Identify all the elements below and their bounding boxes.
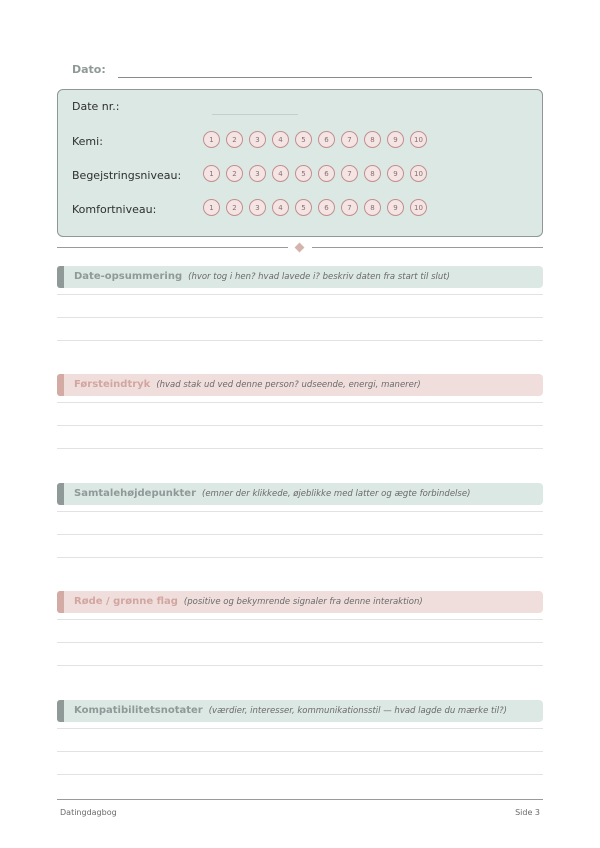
section-accent-bar xyxy=(57,374,64,396)
section-accent-bar xyxy=(57,700,64,722)
writing-line[interactable] xyxy=(57,294,543,295)
section-title: Kompatibilitetsnotater xyxy=(74,705,203,716)
rating-circle[interactable]: 7 xyxy=(341,131,358,148)
date-number-label: Date nr.: xyxy=(72,100,120,113)
section-header-date-summary xyxy=(57,266,543,288)
rating-circle[interactable]: 2 xyxy=(226,165,243,182)
rating-circle[interactable]: 2 xyxy=(226,199,243,216)
writing-line[interactable] xyxy=(57,619,543,620)
rating-circle[interactable]: 10 xyxy=(410,199,427,216)
rating-circle[interactable]: 7 xyxy=(341,199,358,216)
rating-circle[interactable]: 5 xyxy=(295,131,312,148)
rating-panel xyxy=(57,89,543,237)
rating-label-comfort: Komfortniveau: xyxy=(72,203,157,216)
rating-circle[interactable]: 6 xyxy=(318,131,335,148)
rating-circle[interactable]: 10 xyxy=(410,131,427,148)
writing-line[interactable] xyxy=(57,317,543,318)
section-accent-bar xyxy=(57,266,64,288)
footer-divider xyxy=(57,799,543,800)
rating-label-excitement: Begejstringsniveau: xyxy=(72,169,182,182)
writing-line[interactable] xyxy=(57,340,543,341)
date-label: Dato: xyxy=(72,63,106,76)
writing-line[interactable] xyxy=(57,425,543,426)
date-input-line[interactable] xyxy=(118,77,532,78)
rating-circle[interactable]: 8 xyxy=(364,131,381,148)
rating-circle[interactable]: 4 xyxy=(272,131,289,148)
rating-scale-excitement xyxy=(203,165,433,182)
rating-scale-comfort xyxy=(203,199,433,216)
section-hint: (emner der klikkede, øjeblikke med latter og ægte forbindelse) xyxy=(202,489,471,499)
writing-line[interactable] xyxy=(57,557,543,558)
section-header-compatibility xyxy=(57,700,543,722)
rating-circle[interactable]: 6 xyxy=(318,199,335,216)
writing-line[interactable] xyxy=(57,642,543,643)
rating-circle[interactable]: 9 xyxy=(387,199,404,216)
section-hint: (hvad stak ud ved denne person? udseende, energi, manerer) xyxy=(156,380,421,390)
rating-circle[interactable]: 4 xyxy=(272,199,289,216)
rating-circle[interactable]: 9 xyxy=(387,165,404,182)
section-header-flags xyxy=(57,591,543,613)
rating-circle[interactable]: 3 xyxy=(249,199,266,216)
rating-circle[interactable]: 6 xyxy=(318,165,335,182)
rating-circle[interactable]: 1 xyxy=(203,199,220,216)
rating-circle[interactable]: 9 xyxy=(387,131,404,148)
writing-line[interactable] xyxy=(57,774,543,775)
writing-line[interactable] xyxy=(57,728,543,729)
rating-circle[interactable]: 4 xyxy=(272,165,289,182)
section-title: Date-opsummering xyxy=(74,271,183,282)
section-accent-bar xyxy=(57,591,64,613)
writing-line[interactable] xyxy=(57,402,543,403)
divider-right xyxy=(312,247,543,248)
rating-circle[interactable]: 3 xyxy=(249,131,266,148)
rating-circle[interactable]: 8 xyxy=(364,165,381,182)
rating-circle[interactable]: 5 xyxy=(295,165,312,182)
footer-title: Datingdagbog xyxy=(60,808,117,817)
rating-circle[interactable]: 1 xyxy=(203,165,220,182)
divider-left xyxy=(57,247,288,248)
rating-label-chemistry: Kemi: xyxy=(72,135,103,148)
rating-circle[interactable]: 7 xyxy=(341,165,358,182)
section-accent-bar xyxy=(57,483,64,505)
diamond-icon xyxy=(295,243,305,253)
writing-line[interactable] xyxy=(57,665,543,666)
section-hint: (værdier, interesser, kommunikationsstil — hvad lagde du mærke til?) xyxy=(208,706,507,716)
rating-circle[interactable]: 5 xyxy=(295,199,312,216)
date-row xyxy=(72,63,532,81)
section-title: Førsteindtryk xyxy=(74,379,151,390)
rating-circle[interactable]: 1 xyxy=(203,131,220,148)
rating-circle[interactable]: 2 xyxy=(226,131,243,148)
rating-circle[interactable]: 10 xyxy=(410,165,427,182)
date-number-input-line[interactable] xyxy=(212,114,298,115)
section-title: Samtalehøjdepunkter xyxy=(74,488,197,499)
writing-line[interactable] xyxy=(57,534,543,535)
section-header-first-impression xyxy=(57,374,543,396)
section-hint: (positive og bekymrende signaler fra denne interaktion) xyxy=(183,597,423,607)
section-title: Røde / grønne flag xyxy=(74,596,178,607)
section-header-conversation-highlights xyxy=(57,483,543,505)
rating-circle[interactable]: 8 xyxy=(364,199,381,216)
writing-line[interactable] xyxy=(57,448,543,449)
section-hint: (hvor tog i hen? hvad lavede i? beskriv daten fra start til slut) xyxy=(188,272,450,282)
rating-circle[interactable]: 3 xyxy=(249,165,266,182)
rating-scale-chemistry xyxy=(203,131,433,148)
writing-line[interactable] xyxy=(57,511,543,512)
page-number: Side 3 xyxy=(515,808,540,817)
writing-line[interactable] xyxy=(57,751,543,752)
